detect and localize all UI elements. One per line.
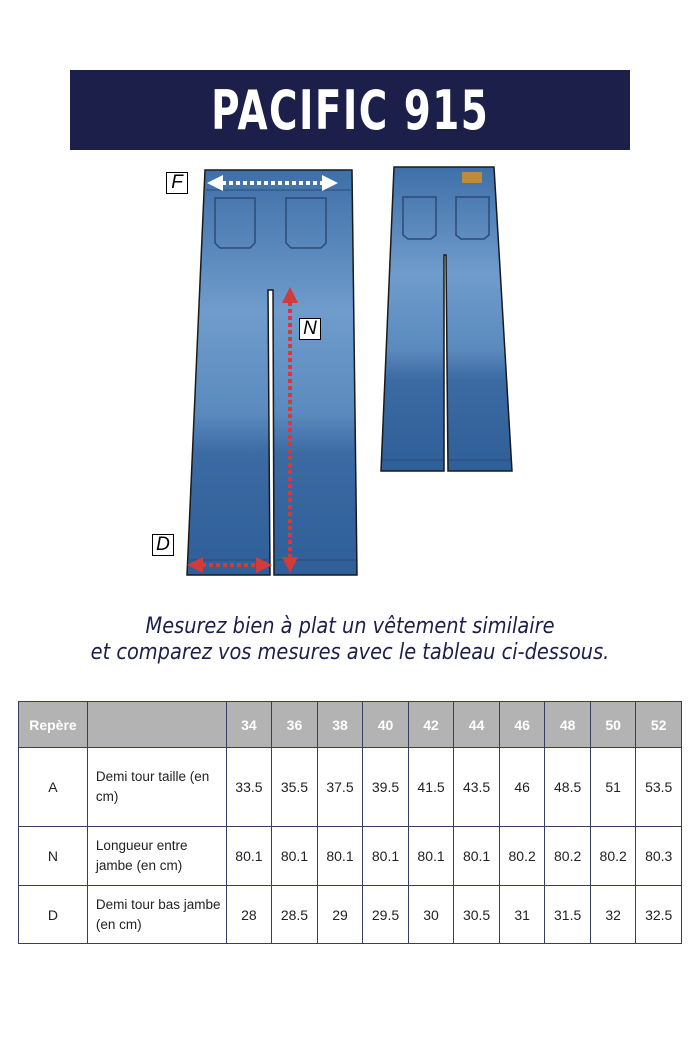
table-row [19, 827, 682, 886]
measurement-cell: 35.5 [272, 748, 318, 827]
header-size: 46 [499, 702, 545, 748]
header-repere: Repère [19, 702, 88, 748]
measurement-cell: 29.5 [363, 886, 409, 944]
measurement-cell: 53.5 [636, 748, 682, 827]
measurement-cell: 30.5 [454, 886, 500, 944]
size-table [18, 701, 682, 944]
instruction-line-1: Mesurez bien à plat un vêtement similaire [145, 614, 555, 639]
measurement-cell: 37.5 [317, 748, 363, 827]
measurement-cell: 28.5 [272, 886, 318, 944]
measurement-cell: 51 [590, 748, 636, 827]
measurement-cell: 80.2 [590, 827, 636, 886]
table-header-row [19, 702, 682, 748]
row-description: Demi tour taille (en cm) [87, 748, 226, 827]
table-row [19, 886, 682, 944]
header-size: 44 [454, 702, 500, 748]
measurement-cell: 41.5 [408, 748, 454, 827]
header-size: 42 [408, 702, 454, 748]
leather-patch [462, 172, 482, 183]
product-title: PACIFIC 915 [210, 78, 490, 142]
header-blank [87, 702, 226, 748]
header-size: 48 [545, 702, 591, 748]
row-mark: A [19, 748, 88, 827]
row-description: Demi tour bas jambe (en cm) [87, 886, 226, 944]
header-size: 36 [272, 702, 318, 748]
measurement-cell: 48.5 [545, 748, 591, 827]
measurement-cell: 31 [499, 886, 545, 944]
measurement-cell: 32 [590, 886, 636, 944]
measurement-cell: 80.2 [545, 827, 591, 886]
instruction-line-2: et comparez vos mesures avec le tableau ci-dessous. [90, 640, 610, 665]
measurement-cell: 80.1 [226, 827, 272, 886]
measurement-cell: 43.5 [454, 748, 500, 827]
front-jeans [187, 170, 357, 575]
back-jeans [381, 167, 512, 471]
measurement-cell: 80.1 [363, 827, 409, 886]
measurement-cell: 80.1 [317, 827, 363, 886]
measurement-cell: 46 [499, 748, 545, 827]
measurement-cell: 80.1 [408, 827, 454, 886]
measurement-cell: 80.1 [454, 827, 500, 886]
measure-instructions [0, 614, 700, 666]
measurement-cell: 28 [226, 886, 272, 944]
measurement-cell: 33.5 [226, 748, 272, 827]
measurement-cell: 80.1 [272, 827, 318, 886]
measurement-cell: 39.5 [363, 748, 409, 827]
row-mark: D [19, 886, 88, 944]
row-mark: N [19, 827, 88, 886]
measurement-cell: 80.2 [499, 827, 545, 886]
row-description: Longueur entre jambe (en cm) [87, 827, 226, 886]
header-size: 34 [226, 702, 272, 748]
header-size: 40 [363, 702, 409, 748]
table-row [19, 748, 682, 827]
measurement-cell: 30 [408, 886, 454, 944]
header-size: 38 [317, 702, 363, 748]
measurement-cell: 80.3 [636, 827, 682, 886]
header-size: 50 [590, 702, 636, 748]
header-size: 52 [636, 702, 682, 748]
measurement-cell: 29 [317, 886, 363, 944]
label-f: F [166, 172, 188, 194]
measurement-cell: 32.5 [636, 886, 682, 944]
label-d: D [152, 534, 174, 556]
measurement-cell: 31.5 [545, 886, 591, 944]
label-n: N [299, 318, 321, 340]
